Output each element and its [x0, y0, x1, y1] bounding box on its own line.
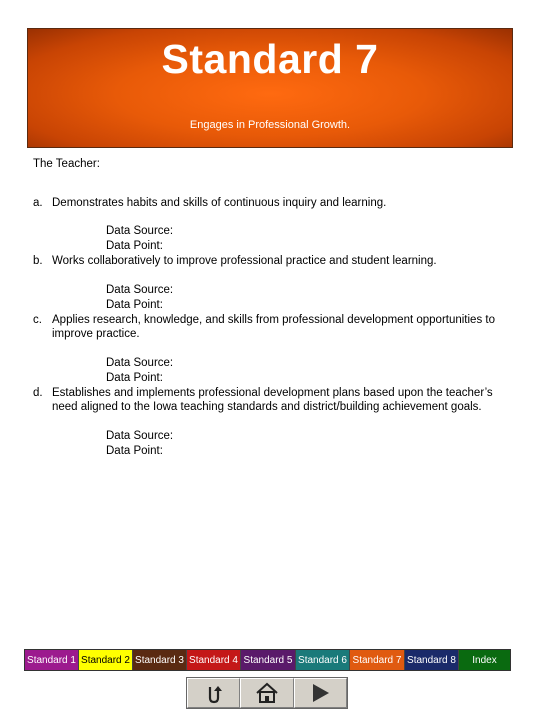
slide-controls [186, 677, 348, 709]
list-item [33, 313, 508, 342]
list-item [33, 254, 508, 269]
home-button[interactable] [240, 678, 293, 708]
nav-tab-label: Standard 6 [298, 654, 347, 666]
nav-tab-label: Standard 3 [135, 654, 184, 666]
list-item [33, 386, 508, 415]
home-icon [254, 681, 280, 705]
nav-tab-standard-7[interactable] [350, 650, 405, 670]
nav-tab-label: Standard 4 [189, 654, 238, 666]
data-source-label: Data Source: [106, 225, 174, 237]
data-source-label: Data Source: [106, 429, 174, 442]
nav-tab-label: Standard 1 [27, 654, 76, 666]
nav-tab-standard-6[interactable] [296, 650, 350, 670]
data-source-label: Data Source: [106, 283, 174, 296]
nav-tab-label: Standard 5 [243, 654, 293, 666]
nav-tab-standard-3[interactable] [133, 650, 187, 670]
nav-tab-index[interactable] [459, 650, 510, 670]
intro-text: The Teacher: [33, 158, 100, 170]
data-fields [33, 283, 508, 313]
item-text: Works collaboratively to improve professional practice and student learning. [52, 255, 437, 267]
data-source-label: Data Source: [106, 356, 174, 369]
nav-tab-label: Index [472, 654, 497, 666]
item-letter: d. [33, 386, 43, 399]
header-banner [27, 28, 513, 148]
nav-tab-label: Standard 2 [81, 654, 130, 666]
page-title: Standard 7 [161, 36, 379, 82]
item-text: Demonstrates habits and skills of continuous inquiry and learning. [52, 196, 387, 209]
nav-tab-standard-4[interactable] [187, 650, 241, 670]
return-button[interactable] [187, 678, 240, 708]
return-icon [202, 681, 226, 705]
item-letter: c. [33, 313, 42, 326]
data-fields [33, 224, 508, 254]
standard-content [33, 157, 508, 459]
item-text: Applies research, knowledge, and skills from professional development opportunities to improve practice. [52, 313, 495, 340]
next-button[interactable] [294, 678, 347, 708]
page-subtitle: Engages in Professional Growth. [189, 119, 351, 131]
nav-tab-label: Standard 8 [407, 654, 456, 666]
data-point-label: Data Point: [106, 298, 163, 311]
item-text: Establishes and implements professional development plans based upon the teacher’s need aligned to the Iowa teaching standards and district/building achievement goals. [52, 386, 493, 413]
standards-nav [24, 649, 511, 671]
data-fields [33, 356, 508, 386]
data-fields [33, 429, 508, 459]
nav-tab-standard-8[interactable] [405, 650, 459, 670]
data-point-label: Data Point: [106, 240, 163, 252]
nav-tab-standard-5[interactable] [241, 650, 296, 670]
data-point-label: Data Point: [106, 444, 163, 457]
next-icon [308, 681, 332, 705]
nav-tab-standard-2[interactable] [79, 650, 133, 670]
nav-tab-standard-1[interactable] [25, 650, 79, 670]
item-letter: a. [33, 196, 43, 209]
nav-tab-label: Standard 7 [352, 654, 402, 666]
item-letter: b. [33, 255, 43, 267]
list-item [33, 196, 508, 211]
data-point-label: Data Point: [106, 371, 163, 384]
